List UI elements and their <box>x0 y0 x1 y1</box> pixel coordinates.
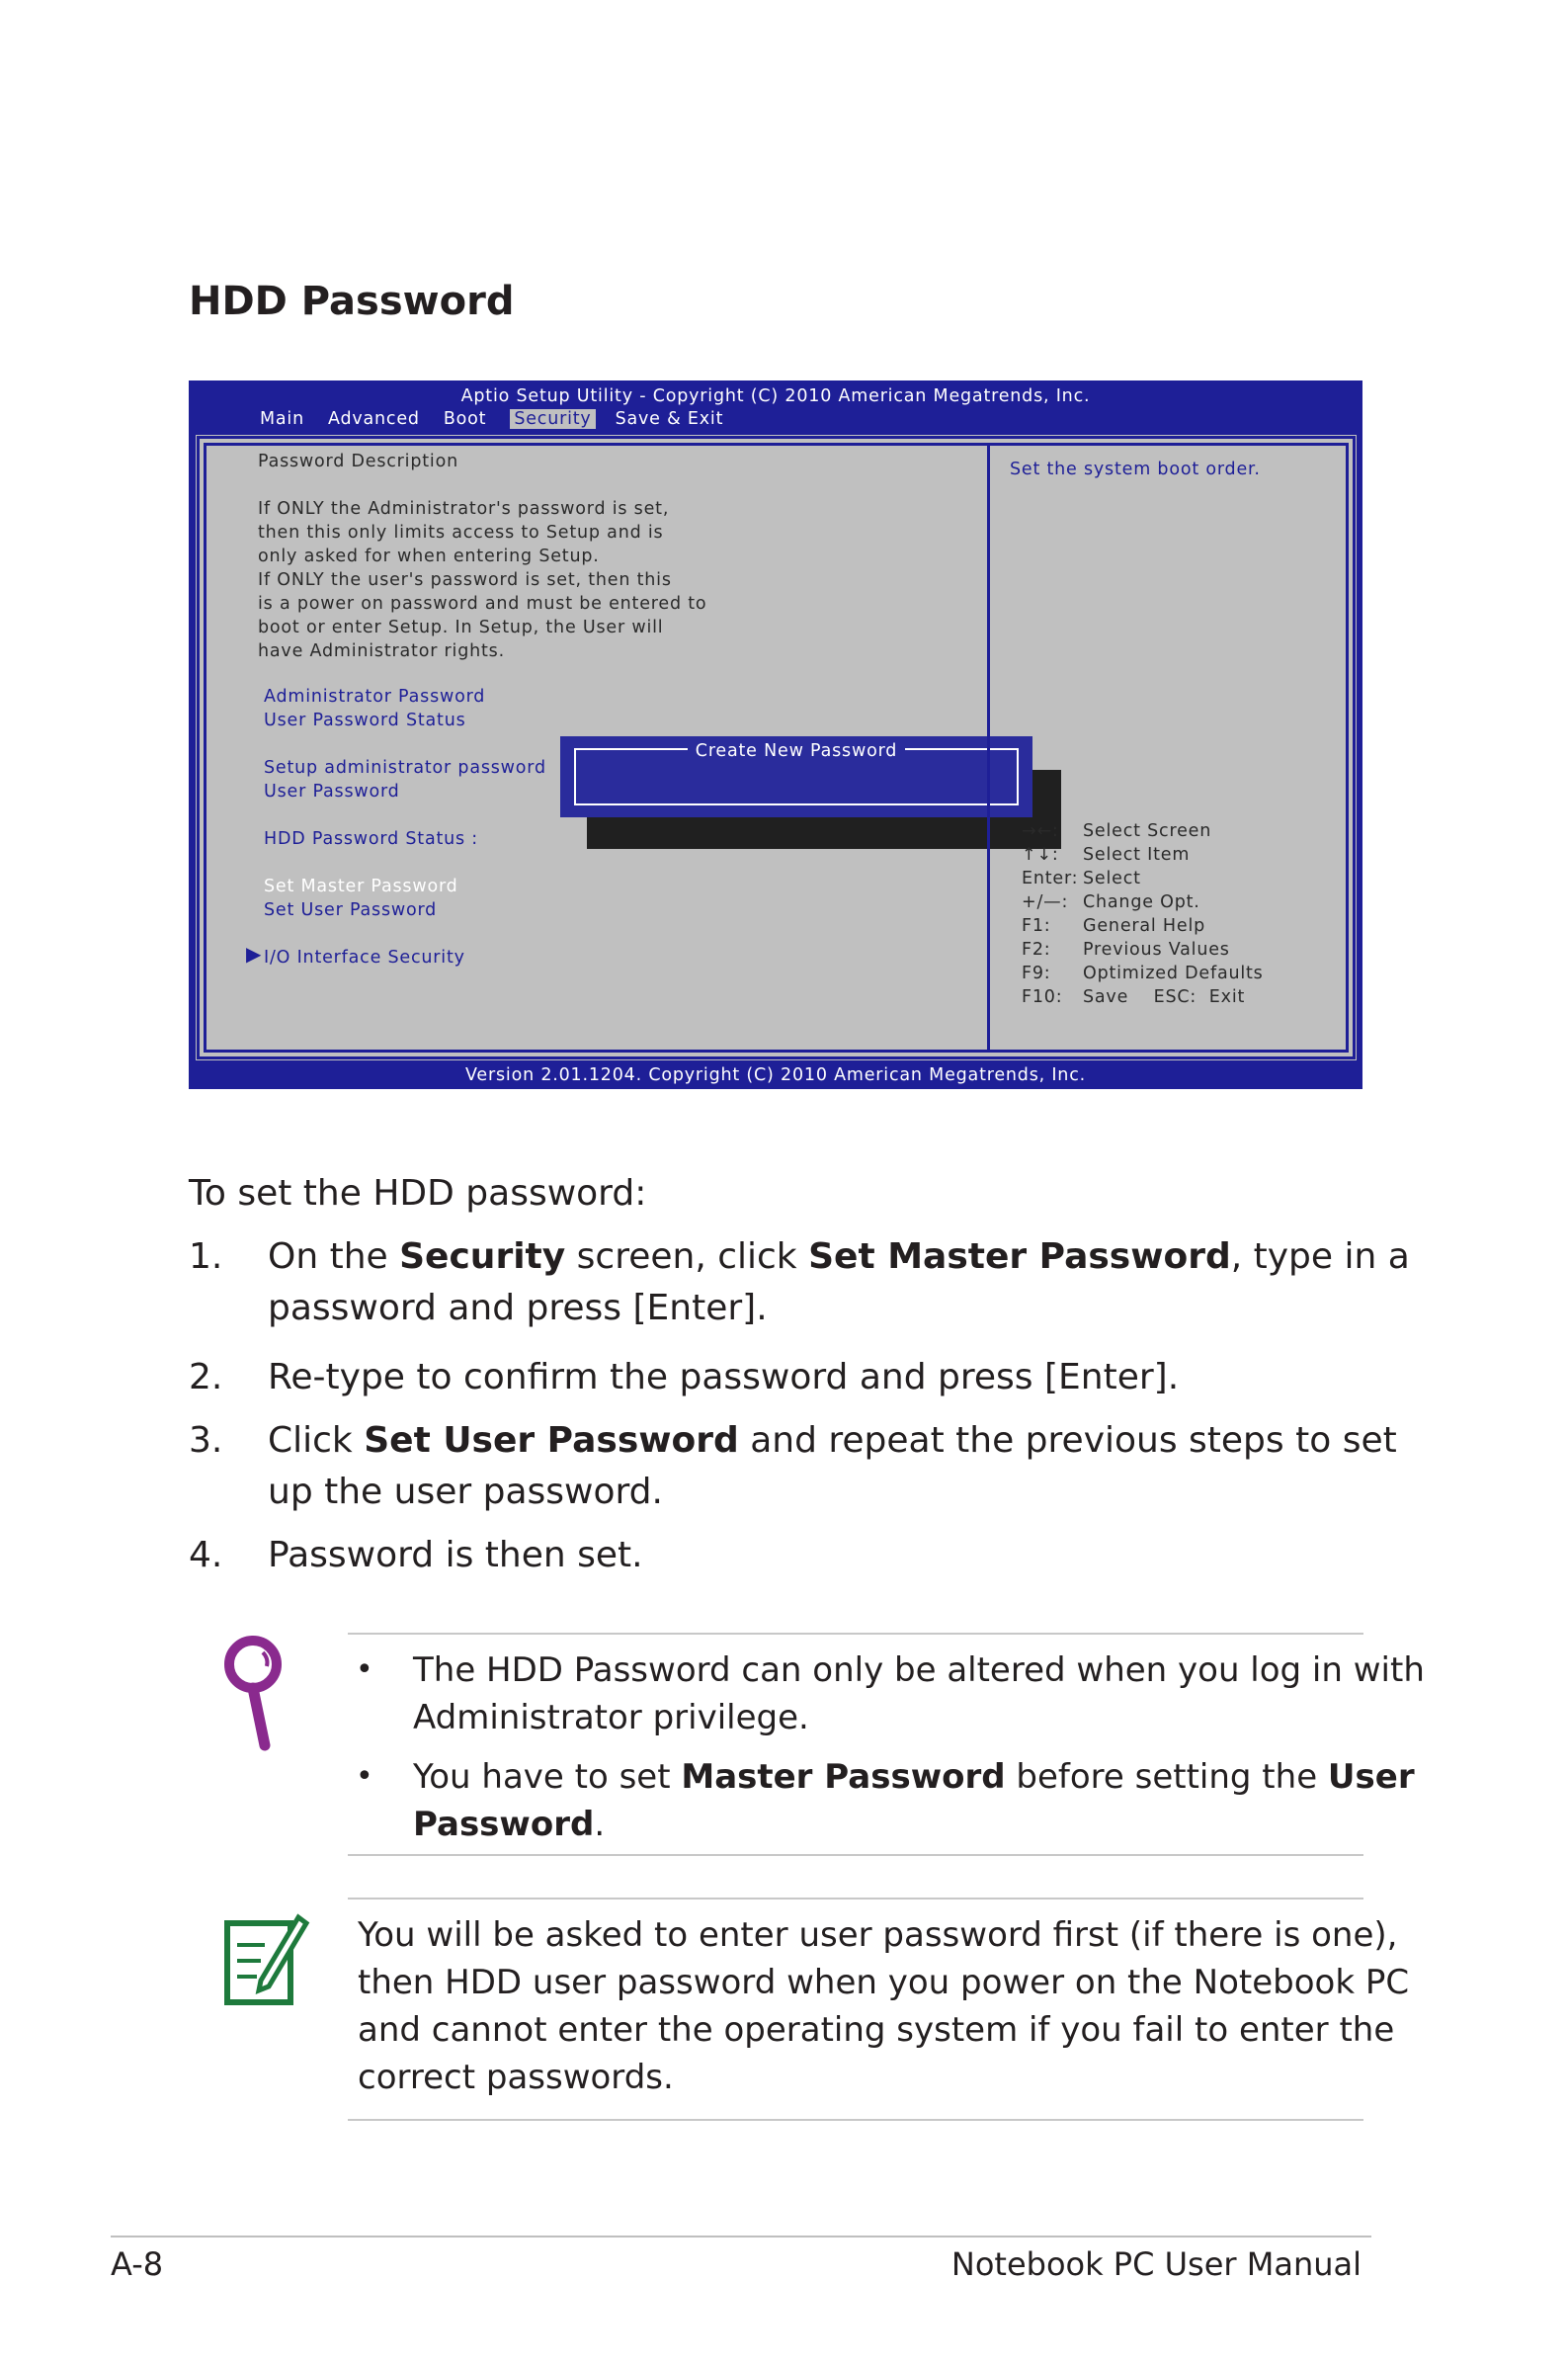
note-1-bullet-2-line-2: Password. <box>413 1805 606 1844</box>
bios-tab-advanced[interactable]: Advanced <box>327 409 420 429</box>
bios-tab-boot[interactable]: Boot <box>443 409 487 429</box>
bios-key-legend <box>1022 819 1264 1009</box>
key-action: General Help <box>1083 916 1206 936</box>
bullet-dot: • <box>356 1652 373 1687</box>
note-2-line-2: then HDD user password when you power on the Notebook PC <box>358 1963 1410 2002</box>
bios-body <box>197 436 1356 1059</box>
note-divider <box>348 2119 1363 2121</box>
step-number: 1. <box>189 1236 223 1277</box>
step-number: 4. <box>189 1535 223 1575</box>
step-1-line-1: On the Security screen, click Set Master Password, type in a <box>268 1236 1410 1277</box>
bios-description-line: If ONLY the Administrator's password is set, <box>258 499 670 519</box>
note-2-line-1: You will be asked to enter user password first (if there is one), <box>358 1915 1398 1955</box>
instructions-intro: To set the HDD password: <box>189 1173 647 1214</box>
step-1-line-2: password and press [Enter]. <box>268 1288 768 1328</box>
key-action: Select Item <box>1083 845 1191 865</box>
bios-description-line: only asked for when entering Setup. <box>258 547 600 566</box>
key-action: Select <box>1083 869 1141 888</box>
bios-setup-admin-password[interactable]: Setup administrator password <box>264 758 546 778</box>
page-number: A-8 <box>111 2245 164 2283</box>
bios-title: Aptio Setup Utility - Copyright (C) 2010 American Megatrends, Inc. <box>460 386 1091 406</box>
key-label: F9: <box>1022 964 1051 983</box>
bios-description-line: is a power on password and must be entered to <box>258 594 707 614</box>
step-3-line-2: up the user password. <box>268 1472 663 1512</box>
bios-screenshot <box>189 380 1362 1089</box>
key-action: Change Opt. <box>1083 892 1200 912</box>
step-number: 3. <box>189 1420 223 1461</box>
key-label: F1: <box>1022 916 1051 936</box>
bios-tab-save-exit[interactable]: Save & Exit <box>615 409 724 429</box>
bios-help-text: Set the system boot order. <box>1010 460 1261 479</box>
manual-title: Notebook PC User Manual <box>950 2245 1362 2283</box>
submenu-arrow-icon: ▶ <box>246 942 263 966</box>
note-1-bullet-1-line-1: The HDD Password can only be altered when you log in with <box>413 1650 1425 1690</box>
bios-description-line: If ONLY the user's password is set, then this <box>258 570 672 590</box>
section-heading: HDD Password <box>189 279 515 324</box>
key-label: +/—: <box>1022 892 1069 912</box>
footer-rule <box>111 2236 1371 2237</box>
note-divider <box>348 1898 1363 1900</box>
note-1-bullet-2-line-1: You have to set Master Password before setting the User <box>413 1757 1415 1797</box>
bios-footer: Version 2.01.1204. Copyright (C) 2010 American Megatrends, Inc. <box>465 1065 1086 1085</box>
note-pen-icon <box>221 1907 310 2010</box>
note-divider <box>348 1633 1363 1635</box>
bios-description-line: have Administrator rights. <box>258 641 505 661</box>
note-2-line-3: and cannot enter the operating system if you fail to enter the <box>358 2010 1395 2050</box>
create-password-dialog[interactable] <box>560 736 1032 817</box>
bios-left-panel <box>204 443 987 1053</box>
bios-tab-security[interactable]: Security <box>510 409 595 429</box>
bios-description-line: boot or enter Setup. In Setup, the User will <box>258 618 664 637</box>
bios-user-password-status: User Password Status <box>264 711 466 730</box>
key-label: Enter: <box>1022 869 1079 888</box>
bios-admin-password[interactable]: Administrator Password <box>264 687 486 707</box>
bios-menubar <box>260 409 747 429</box>
key-label: F2: <box>1022 940 1051 960</box>
key-action: Optimized Defaults <box>1083 964 1264 983</box>
note-1-bullet-1-line-2: Administrator privilege. <box>413 1698 809 1737</box>
key-label: →←: <box>1022 821 1059 841</box>
bios-description-line: then this only limits access to Setup and is <box>258 523 664 543</box>
note-divider <box>348 1854 1363 1856</box>
step-4-text: Password is then set. <box>268 1535 643 1575</box>
key-label: ↑↓: <box>1022 845 1059 865</box>
bios-set-master-password[interactable]: Set Master Password <box>264 877 458 896</box>
step-2-text: Re-type to confirm the password and press [Enter]. <box>268 1357 1180 1397</box>
bios-help-panel <box>987 443 1349 1053</box>
note-2-line-4: correct passwords. <box>358 2058 674 2097</box>
bullet-dot: • <box>356 1759 373 1794</box>
key-action: Previous Values <box>1083 940 1230 960</box>
key-action: Select Screen <box>1083 821 1212 841</box>
bios-io-interface-security[interactable]: I/O Interface Security <box>264 948 465 968</box>
bios-hdd-status-label: HDD Password Status : <box>264 829 478 849</box>
bios-tab-main[interactable]: Main <box>260 409 304 429</box>
magnifier-icon <box>219 1633 287 1755</box>
step-number: 2. <box>189 1357 223 1397</box>
bios-user-password[interactable]: User Password <box>264 782 400 802</box>
bios-description-line: Password Description <box>258 452 458 471</box>
step-3-line-1: Click Set User Password and repeat the previous steps to set <box>268 1420 1397 1461</box>
bios-set-user-password[interactable]: Set User Password <box>264 900 438 920</box>
dialog-title: Create New Password <box>688 741 905 761</box>
key-label: F10: <box>1022 987 1063 1007</box>
key-action: Save ESC: Exit <box>1083 987 1246 1007</box>
